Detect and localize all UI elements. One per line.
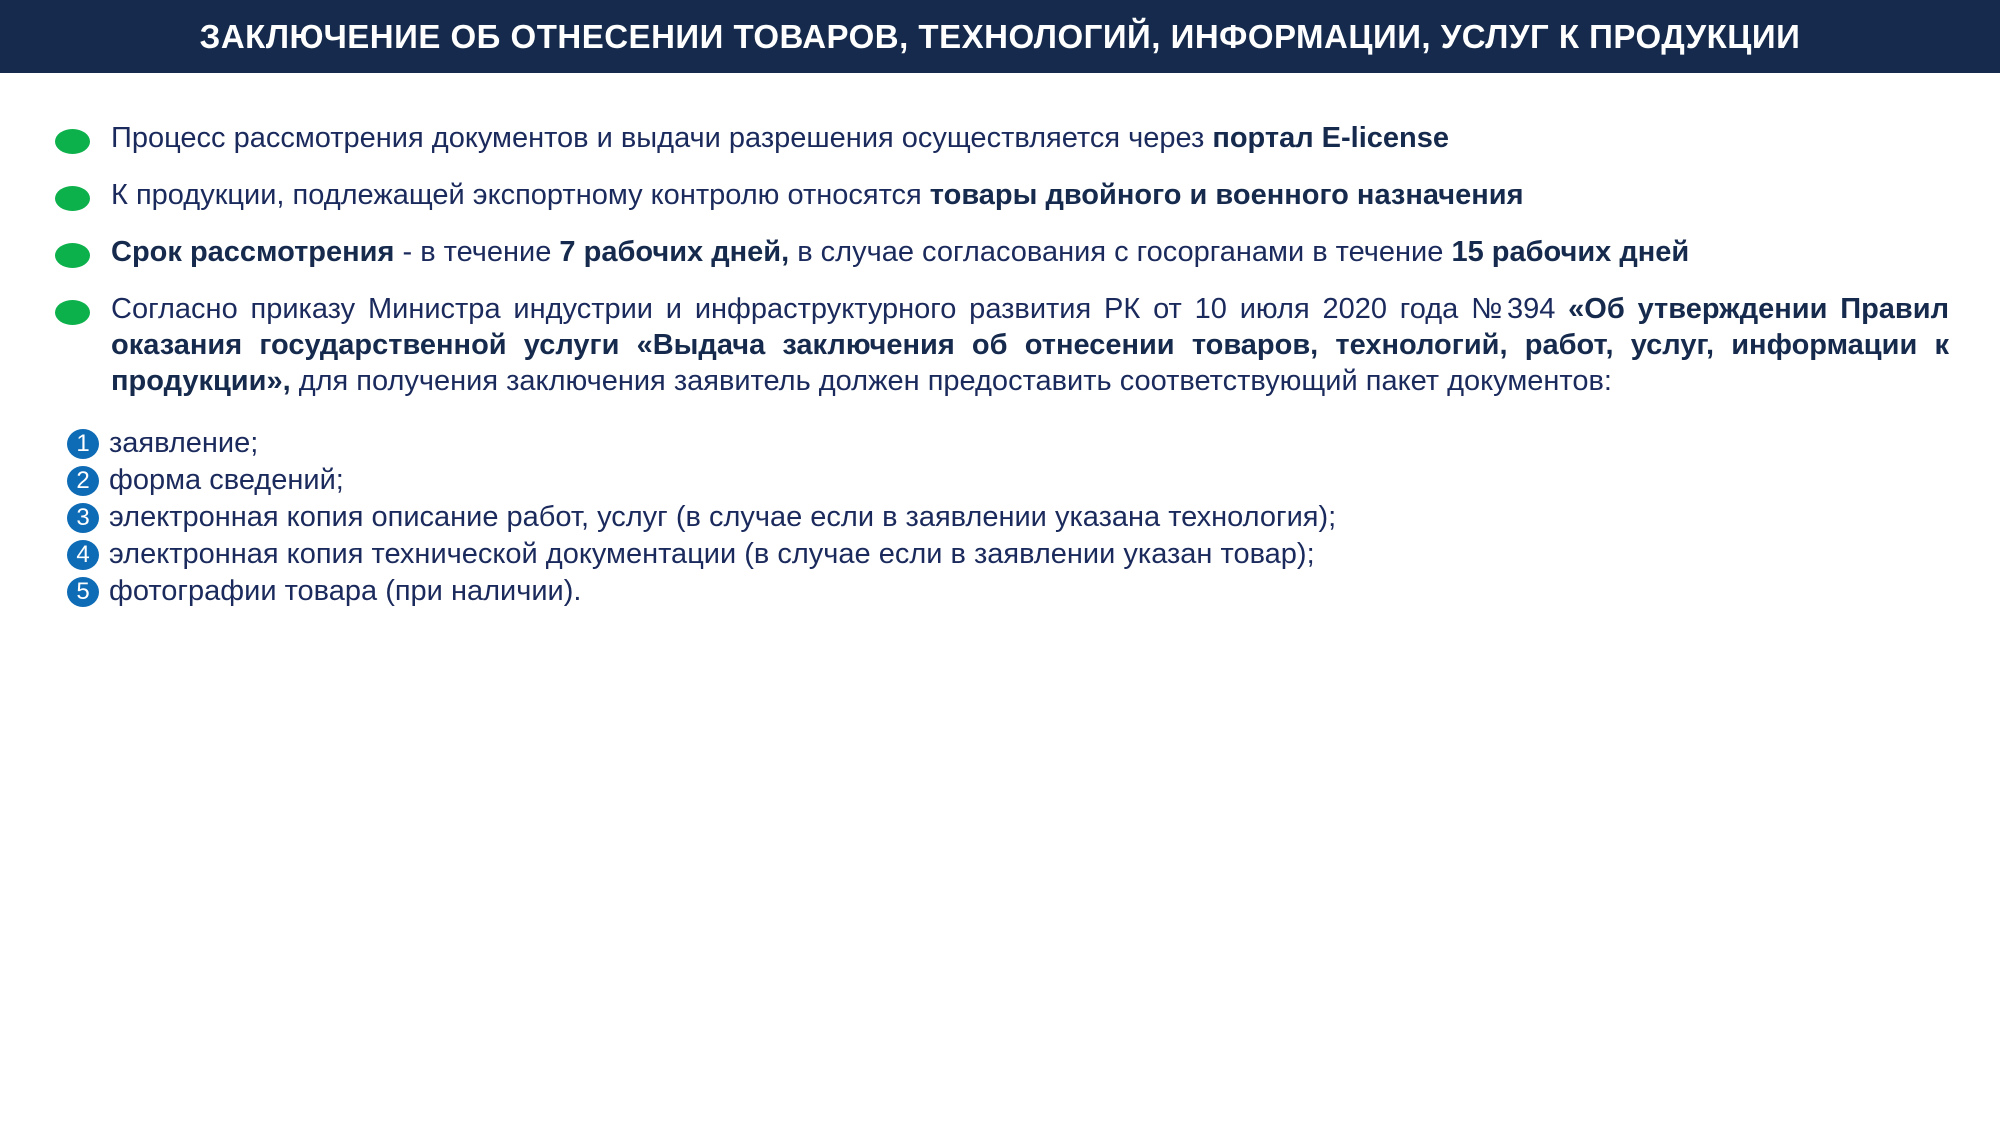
bullet-bold-text: портал E-license (1212, 122, 1450, 154)
bullet-text (111, 177, 1524, 213)
green-bullet-icon (55, 186, 90, 211)
green-bullet-icon (55, 243, 90, 268)
bullet-text (111, 234, 1689, 270)
list-item-text: электронная копия описание работ, услуг (в случае если в заявлении указана технология); (109, 501, 1337, 533)
list-item (67, 536, 1667, 573)
bullet-plain-text: для получения заключения заявитель должен предоставить соответствующий пакет документов: (290, 365, 1612, 397)
bullet-item-order (55, 291, 1950, 399)
list-item-text: электронная копия технической документации (в случае если в заявлении указан товар); (109, 538, 1315, 570)
list-item (67, 462, 1667, 499)
list-item-text: фотографии товара (при наличии). (109, 575, 582, 607)
bullet-text (111, 120, 1449, 156)
bullet-plain-text: Процесс рассмотрения документов и выдачи разрешения осуществляется через (111, 122, 1213, 154)
bullet-plain-text: в случае согласования с госорганами в течение (789, 236, 1452, 268)
bullet-bold-text: «Об утверждении Правил оказания государственной услуги «Выдача заключения об отнесении товаров, технологий, работ, услуг, информации к продукции», (111, 293, 1950, 397)
bullet-item-portal (55, 120, 1950, 156)
bullet-plain-text: Согласно приказу Министра индустрии и инфраструктурного развития РК от 10 июля 2020 года №394 (111, 293, 1569, 325)
bullet-plain-text: К продукции, подлежащей экспортному контролю относятся (111, 179, 930, 211)
number-badge-icon: 3 (67, 503, 99, 533)
bullet-bold-text: товары двойного и военного назначения (929, 179, 1524, 211)
list-item-text: форма сведений; (109, 464, 344, 496)
bullet-bold-text: Срок рассмотрения (111, 236, 395, 268)
bullet-text (111, 291, 1949, 399)
green-bullet-icon (55, 300, 90, 325)
documents-list (67, 425, 1667, 610)
bullet-bold-text: 7 рабочих дней, (559, 236, 790, 268)
bullet-item-products (55, 177, 1950, 213)
number-badge-icon: 5 (67, 577, 99, 607)
number-badge-icon: 1 (67, 429, 99, 459)
bullet-item-review-period (55, 234, 1950, 270)
bullet-plain-text: - в течение (394, 236, 560, 268)
list-item (67, 573, 1667, 610)
number-badge-icon: 2 (67, 466, 99, 496)
page-title: ЗАКЛЮЧЕНИЕ ОБ ОТНЕСЕНИИ ТОВАРОВ, ТЕХНОЛОГИЙ, ИНФОРМАЦИИ, УСЛУГ К ПРОДУКЦИИ (199, 17, 1801, 55)
list-item (67, 499, 1667, 536)
bullet-list (55, 120, 1950, 420)
list-item (67, 425, 1667, 462)
header-bar (0, 0, 2000, 73)
number-badge-icon: 4 (67, 540, 99, 570)
green-bullet-icon (55, 129, 90, 154)
list-item-text: заявление; (109, 427, 259, 459)
bullet-bold-text: 15 рабочих дней (1451, 236, 1690, 268)
